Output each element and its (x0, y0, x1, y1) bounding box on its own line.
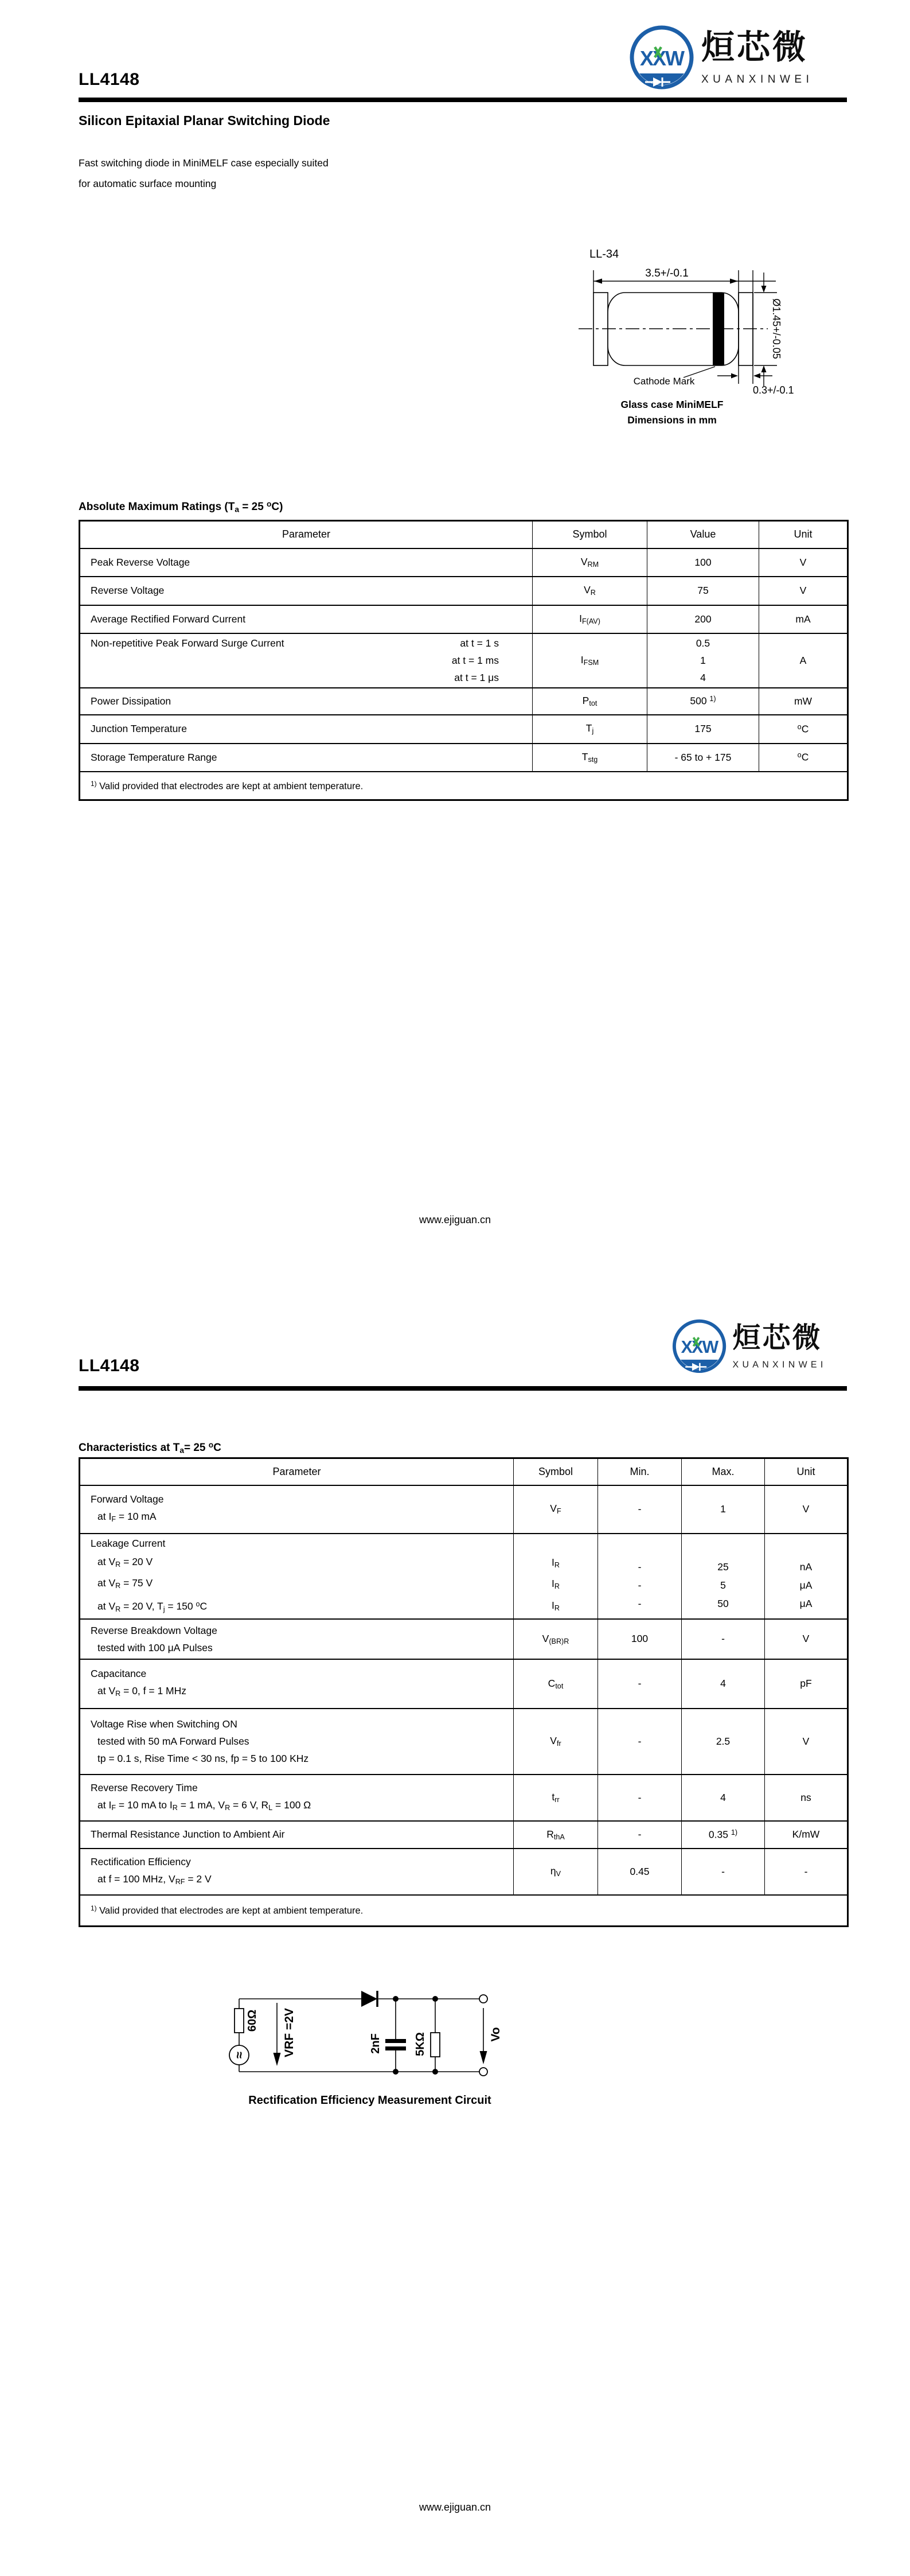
table-header-row (80, 521, 848, 548)
logo-text (701, 23, 813, 86)
cathode-mark-label: Cathode Mark (633, 376, 695, 387)
table-row: Storage Temperature Range $T_{stg}$ - 65 to + 175 $^o$C (80, 744, 848, 772)
table-row: Forward Voltage at $I_F = 10$ mA $V_F$ - 1 V (80, 1485, 848, 1534)
dim-diameter-label: Ø1.45+/-0.05 (771, 298, 782, 359)
logo-cn-name: 烜芯微 (701, 29, 809, 66)
header-rule (79, 98, 847, 102)
table-row: Voltage Rise when Switching ON tested with 50 mA Forward Pulses tp = 0.1 s, Rise Time < 30 ns, fp = 5 to 100 KHz $V_{fr}$ - 2.5 V (80, 1709, 848, 1775)
part-number: LL4148 (79, 1356, 140, 1375)
logo-cn-name: 烜芯微 (732, 1322, 822, 1353)
table-row: Capacitance at $V_R = 0$, f = 1 MHz $C_{tot}$ - 4 pF (80, 1659, 848, 1709)
output-voltage-label: Vo (489, 2027, 502, 2042)
col-parameter: Parameter (80, 521, 533, 548)
logo-en-name: XUANXINWEI (701, 73, 814, 85)
table-row: Reverse Breakdown Voltage tested with 100 μA Pulses $V_{(BR)R}$ 100 - V (80, 1619, 848, 1659)
document-title: Silicon Epitaxial Planar Switching Diode (79, 113, 330, 128)
table-row: Reverse Voltage $V_R$ 75 V (80, 577, 848, 605)
load-resistor-icon (431, 2033, 440, 2057)
company-logo (628, 23, 813, 94)
footer-website: www.ejiguan.cn (419, 2501, 491, 2513)
logo-mark-icon (671, 1317, 728, 1377)
input-voltage-label: VRF =2V (283, 2008, 296, 2057)
table-row: Thermal Resistance Junction to Ambient Air $R_{thA}$ - 0.35 $^{1)}$ K/mW (80, 1821, 848, 1849)
package-caption-2: Dimensions in mm (627, 414, 717, 426)
logo-monogram: XXW (639, 46, 684, 70)
table-row: Peak Reverse Voltage $V_{RM}$ 100 V (80, 548, 848, 577)
table-footnote-row: $^{1)}$ Valid provided that electrodes are kept at ambient temperature. (80, 772, 848, 800)
package-outline-drawing (571, 261, 826, 399)
header-rule (79, 1386, 847, 1391)
table-row: Non-repetitive Peak Forward Surge Current at t = 1 s at t = 1 ms at t = 1 μs $I_{FSM}$ 0.5 1 4 A (80, 633, 848, 688)
table-header-row (80, 1458, 848, 1485)
table-row: Power Dissipation $P_{tot}$ 500 $^{1)}$ mW (80, 688, 848, 715)
col-parameter: Parameter (80, 1458, 514, 1485)
table-row: Leakage Current at $V_R = 20$ V at $V_R = 75$ V at $V_R = 20$ V, $T_j = 150$ $^o$C $I_R$ $I_R$ $I_R$ - - - 25 5 50 nA μA μA (80, 1534, 848, 1619)
description-line: Fast switching diode in MiniMELF case especially suited (79, 157, 329, 169)
diode-icon (361, 1991, 377, 2007)
characteristics-heading: Characteristics at $T_a= 25$ $^o$C (79, 1441, 221, 1455)
package-name: LL-34 (589, 248, 619, 260)
load-resistor-label: 5KΩ (414, 2032, 427, 2056)
table-row: Reverse Recovery Time at $I_F = 10$ mA to $I_R = 1$ mA, $V_R = 6$ V, $R_L = 100$ Ω $t_{rr}$ - 4 ns (80, 1775, 848, 1821)
table-footnote-row: $^{1)}$ Valid provided that electrodes are kept at ambient temperature. (80, 1895, 848, 1927)
description (79, 153, 329, 194)
source-resistor-label: 60Ω (246, 2009, 259, 2032)
col-value: Value (647, 521, 759, 548)
col-max: Max. (682, 1458, 765, 1485)
vo-arrow-icon (480, 2051, 487, 2064)
rectification-circuit-diagram (218, 1959, 516, 2094)
footer-website: www.ejiguan.cn (419, 1214, 491, 1225)
col-symbol: Symbol (514, 1458, 598, 1485)
output-terminal-icon (479, 2068, 487, 2076)
capacitor-label: 2nF (369, 2033, 382, 2054)
col-symbol: Symbol (533, 521, 647, 548)
ac-wave-label: ≈ (232, 2051, 247, 2059)
logo-monogram: XXW (681, 1338, 718, 1357)
dim-length-label: 3.5+/-0.1 (645, 267, 689, 279)
table-row: Junction Temperature $T_j$ 175 $^o$C (80, 715, 848, 744)
dim-terminal-label: 0.3+/-0.1 (753, 384, 794, 396)
col-unit: Unit (759, 521, 848, 548)
logo-text (733, 1317, 827, 1370)
capacitor-plate-icon (385, 2039, 406, 2043)
vrf-arrow-icon (274, 2053, 281, 2066)
abs-max-heading: Absolute Maximum Ratings ($T_a = 25$ $^o$C) (79, 500, 283, 514)
part-number: LL4148 (79, 70, 140, 89)
col-min: Min. (598, 1458, 682, 1485)
source-resistor-icon (235, 2009, 244, 2033)
absolute-maximum-ratings-table (79, 520, 849, 801)
table-row: Average Rectified Forward Current $I_{F(AV)}$ 200 mA (80, 605, 848, 633)
output-terminal-icon (479, 1995, 487, 2003)
company-logo (671, 1317, 827, 1377)
table-row: Rectification Efficiency at f = 100 MHz, $V_{RF} = 2$ V $\eta_V$ 0.45 - - (80, 1849, 848, 1895)
logo-mark-icon (628, 23, 696, 94)
characteristics-table (79, 1457, 849, 1927)
description-line: for automatic surface mounting (79, 178, 217, 189)
circuit-caption: Rectification Efficiency Measurement Circuit (248, 2094, 491, 2107)
logo-en-name: XUANXINWEI (732, 1359, 827, 1370)
col-unit: Unit (765, 1458, 848, 1485)
capacitor-plate-icon (385, 2046, 406, 2050)
package-caption-1: Glass case MiniMELF (620, 399, 724, 410)
